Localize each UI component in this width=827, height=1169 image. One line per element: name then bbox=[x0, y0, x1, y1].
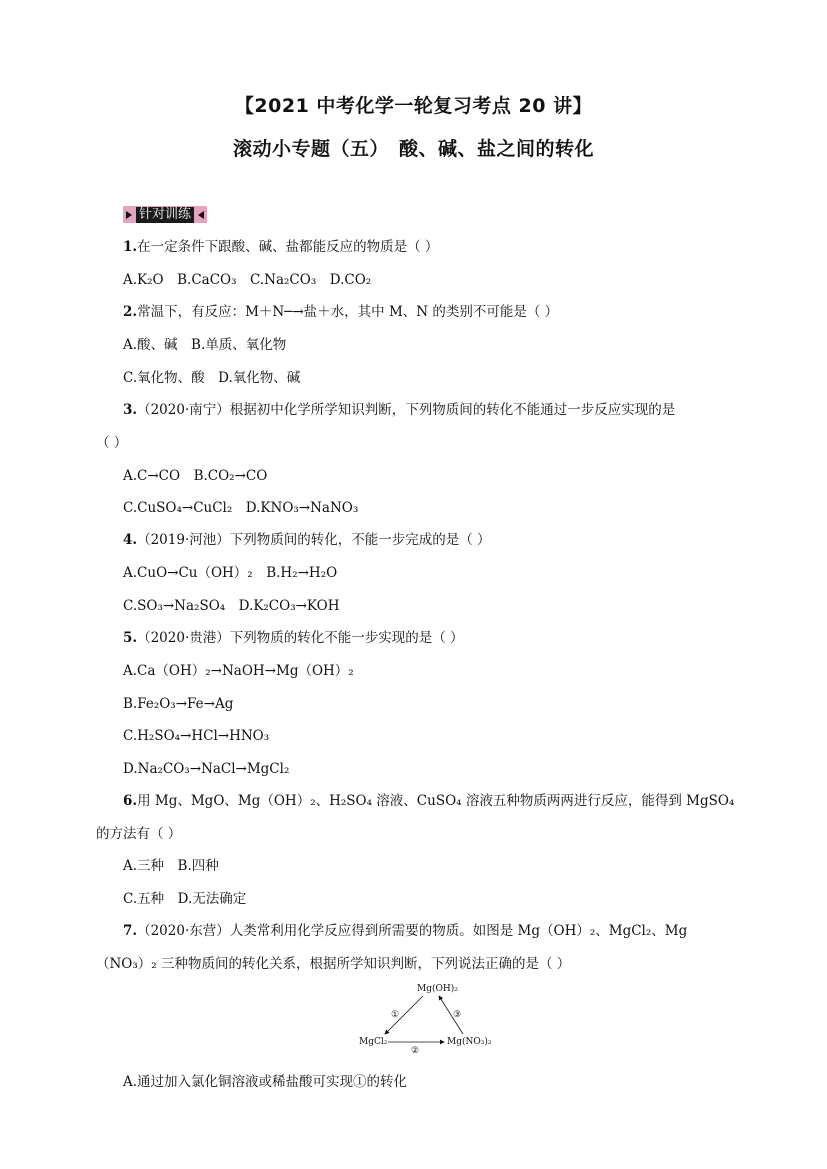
question-3-stem bbox=[123, 401, 675, 419]
question-2-stem bbox=[123, 303, 558, 321]
question-3-options-c: C.CuSO₄→CuCl₂ D.KNO₃→NaNO₃ bbox=[123, 500, 359, 516]
question-6-options-c: C.五种 D.无法确定 bbox=[123, 891, 247, 907]
label-2: ② bbox=[411, 1046, 420, 1055]
question-7-option-a: A.通过加入氯化铜溶液或稀盐酸可实现①的转化 bbox=[123, 1074, 408, 1090]
question-number: 6. bbox=[123, 793, 138, 809]
question-text: 常温下，有反应：M＋N─→盐＋水，其中 M、N 的类别不可能是（ ） bbox=[137, 304, 559, 320]
question-5-option-c: C.H₂SO₄→HCl→HNO₃ bbox=[123, 728, 270, 744]
question-number: 1. bbox=[123, 239, 138, 255]
question-5-option-a: A.Ca（OH）₂→NaOH→Mg（OH）₂ bbox=[123, 663, 354, 679]
question-4-options-c: C.SO₃→Na₂SO₄ D.K₂CO₃→KOH bbox=[123, 598, 340, 614]
question-1-options: A.K₂O B.CaCO₃ C.Na₂CO₃ D.CO₂ bbox=[123, 272, 372, 288]
node-mg-oh2: Mg(OH)₂ bbox=[417, 984, 458, 994]
question-4-options-a: A.CuO→Cu（OH）₂ B.H₂→H₂O bbox=[123, 565, 338, 581]
question-5-option-b: B.Fe₂O₃→Fe→Ag bbox=[123, 696, 234, 712]
section-tag-label: 针对训练 bbox=[136, 207, 194, 223]
section-tag bbox=[123, 206, 207, 223]
question-number: 3. bbox=[123, 402, 138, 418]
question-number: 2. bbox=[123, 304, 138, 320]
question-6-stem-cont: 的方法有（ ） bbox=[96, 826, 182, 842]
label-1: ① bbox=[391, 1010, 400, 1020]
question-number: 5. bbox=[123, 630, 138, 646]
question-2-options-a: A.酸、碱 B.单质、氧化物 bbox=[123, 337, 287, 353]
conversion-diagram bbox=[355, 980, 515, 1055]
question-2-options-c: C.氧化物、酸 D.氧化物、碱 bbox=[123, 370, 301, 386]
question-5-option-d: D.Na₂CO₃→NaCl→MgCl₂ bbox=[123, 761, 290, 777]
question-text: （2020·南宁）根据初中化学所学知识判断，下列物质间的转化不能通过一步反应实现的是 bbox=[137, 402, 676, 418]
question-4-stem bbox=[123, 531, 491, 549]
question-3-stem-cont: （ ） bbox=[96, 435, 128, 451]
question-number: 4. bbox=[123, 532, 138, 548]
triangle-left-icon bbox=[198, 211, 204, 219]
question-text: （2020·东营）人类常利用化学反应得到所需要的物质。如图是 Mg（OH）₂、MgCl₂、Mg bbox=[137, 923, 688, 939]
question-6-stem bbox=[123, 792, 734, 810]
question-text: 在一定条件下跟酸、碱、盐都能反应的物质是（ ） bbox=[137, 239, 439, 255]
question-text: （2020·贵港）下列物质的转化不能一步实现的是（ ） bbox=[137, 630, 464, 646]
question-text: （2019·河池）下列物质间的转化，不能一步完成的是（ ） bbox=[137, 532, 491, 548]
question-6-options-a: A.三种 B.四种 bbox=[123, 858, 219, 874]
node-mgcl2: MgCl₂ bbox=[359, 1037, 388, 1047]
page-title: 【2021 中考化学一轮复习考点 20 讲】 bbox=[234, 95, 593, 117]
question-7-stem bbox=[123, 922, 687, 940]
question-3-options-a: A.C→CO B.CO₂→CO bbox=[123, 468, 268, 484]
triangle-right-icon bbox=[126, 211, 132, 219]
label-3: ③ bbox=[453, 1010, 462, 1020]
question-5-stem bbox=[123, 629, 464, 647]
question-text: 用 Mg、MgO、Mg（OH）₂、H₂SO₄ 溶液、CuSO₄ 溶液五种物质两两进行反应，能得到 MgSO₄ bbox=[137, 793, 735, 809]
question-7-stem-cont: （NO₃）₂ 三种物质间的转化关系，根据所学知识判断，下列说法正确的是（ ） bbox=[96, 956, 571, 972]
question-number: 7. bbox=[123, 923, 138, 939]
node-mg-no3-2: Mg(NO₃)₂ bbox=[447, 1037, 492, 1047]
question-1-stem bbox=[123, 238, 438, 256]
page-subtitle: 滚动小专题（五） 酸、碱、盐之间的转化 bbox=[232, 138, 594, 160]
